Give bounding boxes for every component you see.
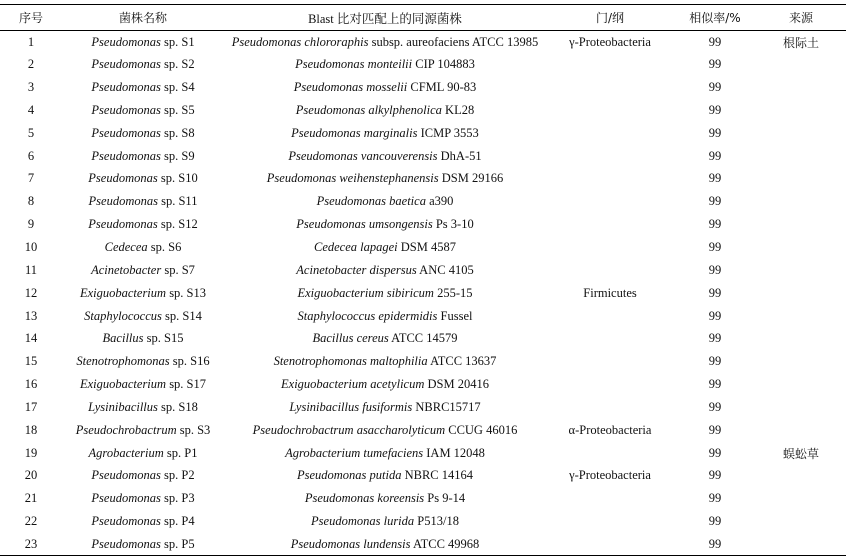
cell-phylum xyxy=(546,76,674,99)
cell-number: 20 xyxy=(24,468,38,483)
cell-blast-match xyxy=(224,419,546,442)
table-row xyxy=(0,168,846,191)
strain-id: sp. S11 xyxy=(157,194,198,209)
strain-id: sp. P2 xyxy=(160,468,195,483)
cell-source xyxy=(756,213,846,236)
cell-blast-match xyxy=(224,442,546,465)
table-row xyxy=(0,373,846,396)
cell-number: 15 xyxy=(24,354,38,369)
strain-id: sp. S9 xyxy=(160,148,195,163)
cell-number: 5 xyxy=(27,125,35,140)
cell-source xyxy=(756,510,846,533)
strain-genus: Bacillus xyxy=(102,331,144,346)
strain-genus: Pseudomonas xyxy=(91,491,161,506)
match-species: Stenotrophomonas maltophilia xyxy=(273,354,428,369)
table-header xyxy=(0,5,846,31)
strain-id: sp. S13 xyxy=(166,285,207,300)
cell-similarity: 99 xyxy=(708,262,722,277)
cell-blast-match xyxy=(224,31,546,54)
cell-phylum xyxy=(546,236,674,259)
cell-phylum xyxy=(546,487,674,510)
cell-similarity: 99 xyxy=(708,354,722,369)
cell-number: 14 xyxy=(24,331,38,346)
cell-blast-match xyxy=(224,168,546,191)
cell-blast-match xyxy=(224,465,546,488)
match-strain: Ps 9-14 xyxy=(424,491,466,506)
cell-number: 19 xyxy=(24,445,38,460)
strain-genus: Exiguobacterium xyxy=(79,285,167,300)
cell-source xyxy=(756,282,846,305)
cell-similarity: 99 xyxy=(708,422,722,437)
cell-similarity: 99 xyxy=(708,445,722,460)
cell-number: 4 xyxy=(27,102,35,117)
cell-source xyxy=(756,236,846,259)
cell-similarity: 99 xyxy=(708,491,722,506)
match-strain: ATCC 14579 xyxy=(388,331,458,346)
cell-source xyxy=(756,259,846,282)
cell-number: 3 xyxy=(27,80,35,95)
cell-source xyxy=(756,373,846,396)
match-species: Pseudomonas vancouverensis xyxy=(288,148,438,163)
cell-similarity: 99 xyxy=(708,125,722,140)
cell-blast-match xyxy=(224,53,546,76)
cell-phylum xyxy=(546,122,674,145)
cell-strain-name xyxy=(62,465,224,488)
cell-similarity: 99 xyxy=(708,194,722,209)
cell-strain-name xyxy=(62,487,224,510)
match-strain: Fussel xyxy=(437,308,473,323)
cell-number: 9 xyxy=(27,217,35,232)
cell-source xyxy=(756,190,846,213)
header-cell-number: 序号 xyxy=(0,5,62,31)
cell-similarity: 99 xyxy=(708,240,722,255)
cell-number: 8 xyxy=(27,194,35,209)
cell-phylum xyxy=(546,259,674,282)
cell-similarity: 99 xyxy=(708,148,722,163)
strain-table xyxy=(0,4,846,556)
cell-source: 根际土 xyxy=(782,35,819,50)
match-species: Pseudomonas lundensis xyxy=(290,536,411,551)
strain-id: sp. S18 xyxy=(157,399,198,414)
cell-source xyxy=(756,350,846,373)
cell-strain-name xyxy=(62,53,224,76)
cell-blast-match xyxy=(224,99,546,122)
cell-number: 7 xyxy=(27,171,35,186)
match-strain: DSM 4587 xyxy=(397,240,456,255)
match-species: Agrobacterium tumefaciens xyxy=(285,445,424,460)
strain-genus: Pseudomonas xyxy=(91,80,161,95)
cell-strain-name xyxy=(62,168,224,191)
cell-blast-match xyxy=(224,236,546,259)
table-row xyxy=(0,31,846,54)
header-cell-phylum: 门/纲 xyxy=(546,5,674,31)
cell-phylum xyxy=(546,533,674,556)
cell-number: 16 xyxy=(24,377,38,392)
match-strain: ANC 4105 xyxy=(416,262,474,277)
cell-strain-name xyxy=(62,122,224,145)
match-strain: NBRC 14164 xyxy=(401,468,474,483)
cell-phylum xyxy=(546,510,674,533)
table-row xyxy=(0,282,846,305)
strain-id: sp. P3 xyxy=(160,491,195,506)
strain-genus: Pseudomonas xyxy=(91,34,161,49)
cell-number: 6 xyxy=(27,148,35,163)
cell-strain-name xyxy=(62,76,224,99)
cell-strain-name xyxy=(62,259,224,282)
cell-strain-name xyxy=(62,373,224,396)
cell-blast-match xyxy=(224,396,546,419)
header-cell-strain-name: 菌株名称 xyxy=(62,5,224,31)
table-row xyxy=(0,350,846,373)
cell-phylum: α-Proteobacteria xyxy=(568,422,652,437)
cell-phylum xyxy=(546,145,674,168)
cell-strain-name xyxy=(62,442,224,465)
cell-similarity: 99 xyxy=(708,80,722,95)
strain-genus: Acinetobacter xyxy=(91,262,162,277)
cell-blast-match xyxy=(224,259,546,282)
strain-id: sp. S6 xyxy=(147,240,182,255)
strain-id: sp. S16 xyxy=(169,354,210,369)
cell-phylum xyxy=(546,373,674,396)
match-species: Acinetobacter dispersus xyxy=(296,262,417,277)
cell-phylum: γ-Proteobacteria xyxy=(569,468,651,483)
cell-blast-match xyxy=(224,350,546,373)
match-strain: P513/18 xyxy=(414,514,459,529)
strain-id: sp. S10 xyxy=(157,171,198,186)
cell-similarity: 99 xyxy=(674,533,756,556)
match-species: Lysinibacillus fusiformis xyxy=(289,399,413,414)
cell-phylum: γ-Proteobacteria xyxy=(569,34,651,49)
cell-strain-name xyxy=(62,305,224,328)
match-strain: a390 xyxy=(425,194,454,209)
cell-blast-match xyxy=(224,282,546,305)
cell-strain-name xyxy=(62,327,224,350)
cell-strain-name xyxy=(62,145,224,168)
cell-source xyxy=(756,465,846,488)
strain-id: sp. S4 xyxy=(160,80,195,95)
table-row xyxy=(0,236,846,259)
cell-similarity: 99 xyxy=(708,102,722,117)
match-strain: DSM 29166 xyxy=(438,171,504,186)
strain-genus: Pseudomonas xyxy=(91,57,161,72)
match-species: Pseudomonas weihenstephanensis xyxy=(266,171,439,186)
cell-number: 23 xyxy=(0,533,62,556)
table-row xyxy=(0,53,846,76)
match-strain: KL28 xyxy=(441,102,475,117)
cell-strain-name xyxy=(62,236,224,259)
strain-genus: Pseudomonas xyxy=(91,536,161,551)
strain-id: sp. P1 xyxy=(163,445,198,460)
strain-id: sp. S3 xyxy=(176,422,211,437)
match-species: Pseudomonas marginalis xyxy=(291,125,418,140)
strain-id: sp. S14 xyxy=(161,308,202,323)
cell-blast-match xyxy=(224,145,546,168)
match-species: Exiguobacterium sibiricum xyxy=(297,285,434,300)
strain-genus: Pseudomonas xyxy=(91,148,161,163)
match-species: Pseudomonas lurida xyxy=(311,514,415,529)
match-strain: 255-15 xyxy=(433,285,473,300)
cell-similarity: 99 xyxy=(708,285,722,300)
cell-source xyxy=(756,168,846,191)
match-strain: DSM 20416 xyxy=(424,377,489,392)
table-row xyxy=(0,533,846,556)
table-row xyxy=(0,487,846,510)
cell-blast-match xyxy=(224,533,546,556)
cell-blast-match xyxy=(224,487,546,510)
strain-genus: Pseudomonas xyxy=(88,217,158,232)
cell-source xyxy=(756,99,846,122)
cell-similarity: 99 xyxy=(708,377,722,392)
cell-blast-match xyxy=(224,305,546,328)
cell-strain-name xyxy=(62,533,224,556)
strain-genus: Pseudomonas xyxy=(91,102,161,117)
strain-id: sp. S12 xyxy=(157,217,198,232)
match-species: Pseudomonas umsongensis xyxy=(296,217,433,232)
cell-strain-name xyxy=(62,419,224,442)
cell-number: 21 xyxy=(24,491,38,506)
cell-similarity: 99 xyxy=(708,171,722,186)
cell-phylum xyxy=(546,327,674,350)
cell-phylum xyxy=(546,99,674,122)
cell-strain-name xyxy=(62,31,224,54)
match-species: Cedecea lapagei xyxy=(314,240,398,255)
strain-genus: Stenotrophomonas xyxy=(76,354,170,369)
match-species: Pseudomonas chlororaphis xyxy=(231,34,369,49)
cell-strain-name xyxy=(62,190,224,213)
match-strain: DhA-51 xyxy=(437,148,482,163)
cell-blast-match xyxy=(224,122,546,145)
header-cell-similarity: 相似率/% xyxy=(674,5,756,31)
table-row xyxy=(0,190,846,213)
cell-blast-match xyxy=(224,327,546,350)
table-row xyxy=(0,213,846,236)
strain-genus: Exiguobacterium xyxy=(79,377,167,392)
match-species: Pseudomonas putida xyxy=(296,468,402,483)
cell-number: 17 xyxy=(24,399,38,414)
cell-blast-match xyxy=(224,373,546,396)
strain-genus: Pseudomonas xyxy=(91,125,161,140)
cell-strain-name xyxy=(62,396,224,419)
cell-phylum xyxy=(546,396,674,419)
cell-blast-match xyxy=(224,76,546,99)
strain-id: sp. S7 xyxy=(161,262,195,277)
cell-similarity: 99 xyxy=(708,217,722,232)
match-strain: CIP 104883 xyxy=(412,57,475,72)
cell-blast-match xyxy=(224,510,546,533)
match-species: Pseudomonas alkylphenolica xyxy=(295,102,442,117)
strain-genus: Staphylococcus xyxy=(84,308,162,323)
cell-number: 12 xyxy=(24,285,38,300)
table-row xyxy=(0,122,846,145)
strain-genus: Agrobacterium xyxy=(88,445,164,460)
cell-source xyxy=(756,145,846,168)
cell-source xyxy=(756,396,846,419)
cell-similarity: 99 xyxy=(708,399,722,414)
match-species: Pseudochrobactrum asaccharolyticum xyxy=(252,422,446,437)
match-strain: CFML 90-83 xyxy=(407,80,477,95)
table-row xyxy=(0,259,846,282)
strain-id: sp. P5 xyxy=(160,536,195,551)
strain-id: sp. S15 xyxy=(143,331,184,346)
cell-strain-name xyxy=(62,213,224,236)
cell-similarity: 99 xyxy=(708,308,722,323)
table-row xyxy=(0,510,846,533)
cell-phylum xyxy=(546,53,674,76)
header-cell-source: 来源 xyxy=(756,5,846,31)
match-species: Bacillus cereus xyxy=(312,331,389,346)
table-body xyxy=(0,31,846,556)
cell-number: 18 xyxy=(24,422,38,437)
cell-source xyxy=(756,487,846,510)
cell-similarity: 99 xyxy=(708,34,722,49)
match-strain: CCUG 46016 xyxy=(445,422,518,437)
cell-source xyxy=(756,327,846,350)
cell-phylum: Firmicutes xyxy=(583,285,637,300)
strain-genus: Pseudomonas xyxy=(88,171,158,186)
cell-blast-match xyxy=(224,213,546,236)
table-row xyxy=(0,327,846,350)
cell-similarity: 99 xyxy=(708,468,722,483)
strain-id: sp. S2 xyxy=(160,57,195,72)
table-row xyxy=(0,442,846,465)
table-row xyxy=(0,419,846,442)
cell-strain-name xyxy=(62,99,224,122)
table-row xyxy=(0,465,846,488)
cell-similarity: 99 xyxy=(708,514,722,529)
strain-genus: Cedecea xyxy=(104,240,148,255)
strain-genus: Pseudomonas xyxy=(91,468,161,483)
match-species: Pseudomonas baetica xyxy=(316,194,426,209)
table-row xyxy=(0,99,846,122)
cell-source xyxy=(756,122,846,145)
cell-number: 13 xyxy=(24,308,38,323)
header-row xyxy=(0,5,846,31)
cell-number: 10 xyxy=(24,240,38,255)
cell-phylum xyxy=(546,305,674,328)
strain-id: sp. S17 xyxy=(166,377,207,392)
match-species: Pseudomonas koreensis xyxy=(304,491,425,506)
match-strain: IAM 12048 xyxy=(423,445,485,460)
cell-number: 11 xyxy=(24,262,38,277)
strain-genus: Pseudomonas xyxy=(91,514,161,529)
strain-id: sp. S8 xyxy=(160,125,195,140)
cell-strain-name xyxy=(62,350,224,373)
cell-similarity: 99 xyxy=(708,57,722,72)
cell-source xyxy=(756,305,846,328)
match-strain: ATCC 13637 xyxy=(427,354,497,369)
strain-id: sp. S1 xyxy=(160,34,195,49)
match-strain: NBRC15717 xyxy=(412,399,481,414)
cell-source xyxy=(756,76,846,99)
cell-source xyxy=(756,419,846,442)
cell-number: 2 xyxy=(27,57,35,72)
strain-id: sp. S5 xyxy=(160,102,195,117)
strain-genus: Pseudochrobactrum xyxy=(75,422,177,437)
match-species: Pseudomonas monteilii xyxy=(295,57,413,72)
match-species: Staphylococcus epidermidis xyxy=(297,308,438,323)
cell-strain-name xyxy=(62,510,224,533)
match-species: Exiguobacterium acetylicum xyxy=(281,377,425,392)
cell-source xyxy=(756,533,846,556)
strain-genus: Lysinibacillus xyxy=(88,399,158,414)
match-strain: ATCC 49968 xyxy=(410,536,480,551)
cell-number: 1 xyxy=(27,34,35,49)
match-strain: ICMP 3553 xyxy=(417,125,479,140)
cell-source: 蜈蚣草 xyxy=(782,446,819,461)
cell-phylum xyxy=(546,350,674,373)
match-strain: subsp. aureofaciens ATCC 13985 xyxy=(368,34,539,49)
cell-similarity: 99 xyxy=(708,331,722,346)
strain-genus: Pseudomonas xyxy=(88,194,158,209)
table-row xyxy=(0,305,846,328)
match-species: Pseudomonas mosselii xyxy=(293,80,408,95)
cell-phylum xyxy=(546,213,674,236)
table-row xyxy=(0,76,846,99)
table-row xyxy=(0,145,846,168)
cell-strain-name xyxy=(62,282,224,305)
cell-source xyxy=(756,53,846,76)
cell-blast-match xyxy=(224,190,546,213)
cell-phylum xyxy=(546,190,674,213)
header-cell-blast-match: Blast 比对匹配上的同源菌株 xyxy=(224,5,546,31)
strain-id: sp. P4 xyxy=(160,514,195,529)
cell-phylum xyxy=(546,168,674,191)
cell-phylum xyxy=(546,442,674,465)
cell-number: 22 xyxy=(24,514,38,529)
match-strain: Ps 3-10 xyxy=(432,217,474,232)
table-row xyxy=(0,396,846,419)
